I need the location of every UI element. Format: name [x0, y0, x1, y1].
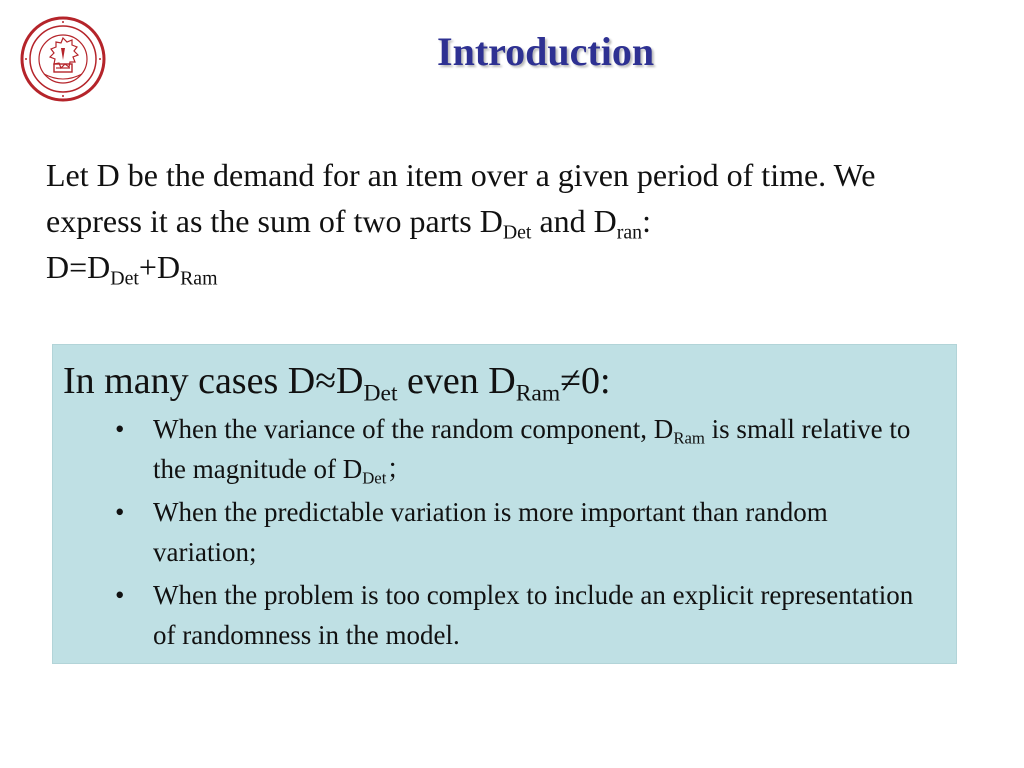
- intro-colon: :: [642, 203, 651, 239]
- bullet1-part-c: ；: [386, 454, 414, 484]
- bullet-item: [105, 409, 925, 489]
- intro-text: Let D be the demand for an item over a given period of time. We express it as the sum of two parts D: [46, 157, 876, 239]
- bullet2-text: When the predictable variation is more important than random variation;: [153, 497, 828, 567]
- bullet1-part-a: When the variance of the random component, D: [153, 414, 674, 444]
- intro-equation: [46, 244, 976, 290]
- bullet1-sub-ram: Ram: [673, 428, 705, 448]
- eq-sub-det: Det: [110, 267, 139, 290]
- bullet-item: [105, 575, 925, 655]
- university-logo: [20, 16, 106, 102]
- eq-sub-ram: Ram: [180, 267, 218, 290]
- bullet-dot: •: [115, 580, 125, 610]
- highlight-box: [52, 344, 957, 664]
- bullet-dot: •: [115, 497, 125, 527]
- bullet-list: [105, 409, 925, 658]
- bullet1-part-b: is small relative to the magnitude of D: [153, 414, 911, 484]
- intro-line-1: [46, 152, 976, 244]
- slide-title: Introduction: [437, 29, 655, 74]
- intro-sub-det: Det: [502, 221, 532, 244]
- heading-part-a: In many cases D≈D: [63, 360, 364, 402]
- bullet1-sub-det: Det: [362, 468, 387, 488]
- bullet3-text: When the problem is too complex to include an explicit representation of randomness in the model.: [153, 580, 914, 650]
- heading-sub-det: Det: [363, 380, 398, 407]
- eq-plus: +D: [138, 249, 181, 285]
- heading-part-b: even D: [397, 360, 516, 402]
- eq-prefix: D=D: [46, 249, 111, 285]
- intro-paragraph: [46, 152, 976, 290]
- intro-and: and D: [531, 203, 617, 239]
- intro-sub-ran: ran: [616, 221, 643, 244]
- heading-part-c: ≠0:: [560, 360, 611, 402]
- bullet-dot: •: [115, 414, 125, 444]
- heading-sub-ram: Ram: [515, 380, 561, 407]
- bullet-item: [105, 492, 925, 572]
- box-heading: [63, 359, 611, 407]
